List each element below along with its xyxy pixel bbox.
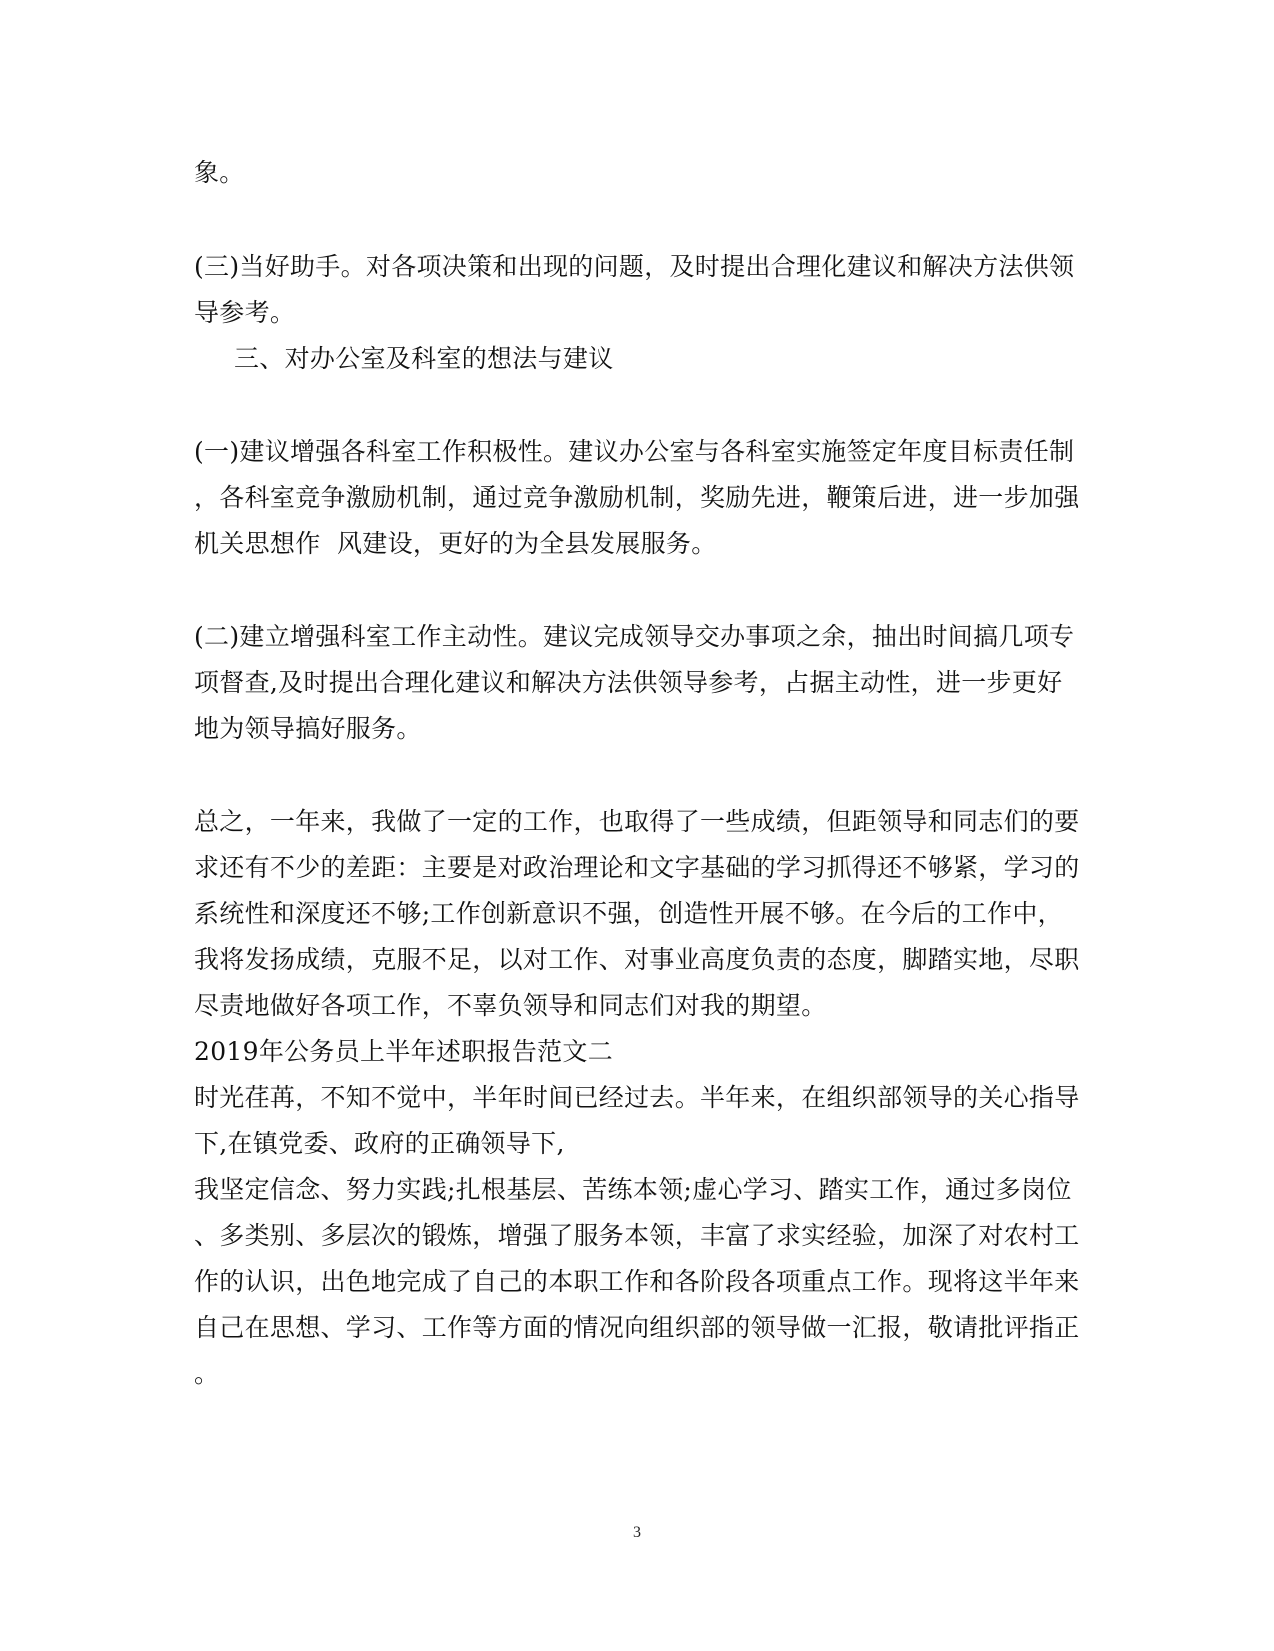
section-heading: 三、对办公室及科室的想法与建议 — [234, 344, 614, 373]
text-line: 机关思想作 风建设，更好的为全县发展服务。 — [194, 529, 717, 558]
text-line: 系统性和深度还不够;工作创新意识不强，创造性开展不够。在今后的工作中， — [194, 899, 1063, 928]
text-line: 、多类别、多层次的锻炼，增强了服务本领，丰富了求实经验，加深了对农村工 — [194, 1221, 1080, 1250]
section-title: 2019年公务员上半年述职报告范文二 — [194, 1037, 614, 1066]
text-line: 地为领导搞好服务。 — [194, 714, 422, 743]
text-line: 自己在思想、学习、工作等方面的情况向组织部的领导做一汇报，敬请批评指正 — [194, 1313, 1080, 1342]
text-line: (三)当好助手。对各项决策和出现的问题，及时提出合理化建议和解决方法供领 — [194, 252, 1075, 281]
page-number: 3 — [633, 1524, 641, 1541]
text-line: (一)建议增强各科室工作积极性。建议办公室与各科室实施签定年度目标责任制 — [194, 437, 1075, 466]
text-line: 求还有不少的差距：主要是对政治理论和文字基础的学习抓得还不够紧，学习的 — [194, 853, 1080, 882]
text-line: 尽责地做好各项工作，不辜负领导和同志们对我的期望。 — [194, 991, 827, 1020]
text-line: 导参考。 — [194, 298, 296, 327]
text-line: 象。 — [194, 158, 245, 187]
text-line: 作的认识，出色地完成了自己的本职工作和各阶段各项重点工作。现将这半年来 — [194, 1267, 1080, 1296]
text-line: 时光荏苒，不知不觉中，半年时间已经过去。半年来，在组织部领导的关心指导 — [194, 1083, 1080, 1112]
text-line: ，各科室竞争激励机制，通过竞争激励机制，奖励先进，鞭策后进，进一步加强 — [194, 483, 1080, 512]
text-line: 总之，一年来，我做了一定的工作，也取得了一些成绩，但距领导和同志们的要 — [194, 807, 1080, 836]
text-line: 项督查,及时提出合理化建议和解决方法供领导参考，占据主动性，进一步更好 — [194, 668, 1063, 697]
text-line: 下,在镇党委、政府的正确领导下, — [194, 1129, 565, 1158]
text-line: (二)建立增强科室工作主动性。建议完成领导交办事项之余，抽出时间搞几项专 — [194, 622, 1075, 651]
text-line: 我坚定信念、努力实践;扎根基层、苦练本领;虚心学习、踏实工作，通过多岗位 — [194, 1175, 1072, 1204]
text-line: 我将发扬成绩，克服不足，以对工作、对事业高度负责的态度，脚踏实地，尽职 — [194, 945, 1080, 974]
text-line: 。 — [194, 1359, 220, 1388]
